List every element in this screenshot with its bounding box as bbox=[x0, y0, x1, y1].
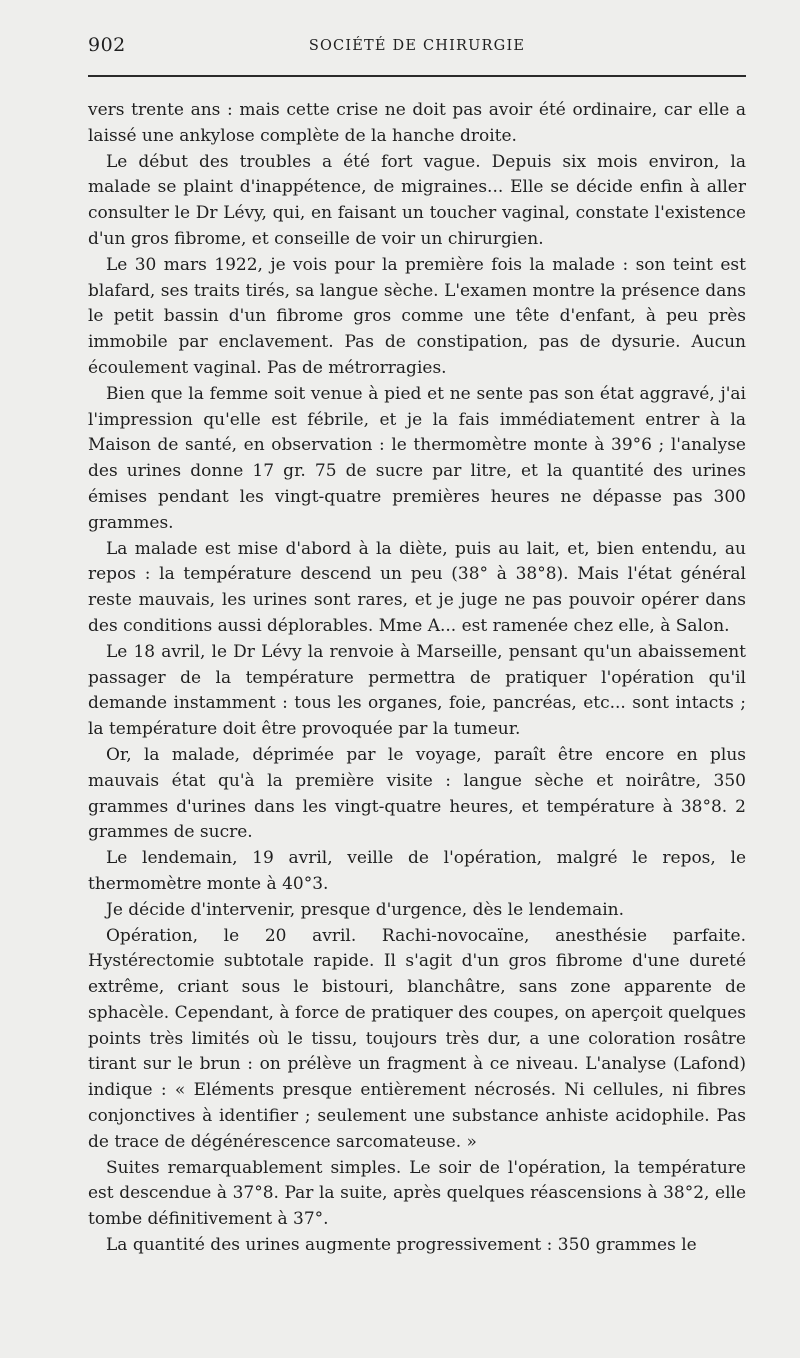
paragraph-11: Suites remarquablement simples. Le soir de l'opération, la température est descendue à 37°8. Par la suite, après quelques réascensions à 38°2, elle tombe définitivement à 37°. bbox=[88, 1157, 746, 1230]
paragraph-6: Le 18 avril, le Dr Lévy la renvoie à Marseille, pensant qu'un abaissement passager de la température permettra de pratiquer l'opération qu'il demande instamment : tous les organes, foie, pancréas, etc... sont intacts ; la température doit être provoquée par la tumeur. bbox=[88, 641, 746, 740]
paragraph-4: Bien que la femme soit venue à pied et ne sente pas son état aggravé, j'ai l'impression qu'elle est fébrile, et je la fais immédiatement entrer à la Maison de santé, en observation : le thermomètre monte à 39°6 ; l'analyse des urines donne 17 gr. 75 de sucre par litre, et la quantité des urines émises pendant les vingt-quatre premières heures ne dépasse pas 300 grammes. bbox=[88, 383, 746, 533]
body-text bbox=[88, 98, 746, 1259]
page-header bbox=[88, 34, 746, 62]
paragraph-8: Le lendemain, 19 avril, veille de l'opération, malgré le repos, le thermomètre monte à 40°3. bbox=[88, 848, 746, 894]
paragraph-2: Le début des troubles a été fort vague. Depuis six mois environ, la malade se plaint d'inappétence, de migraines... Elle se décide enfin à aller consulter le Dr Lévy, qui, en faisant un toucher vaginal, constate l'existence d'un gros fibrome, et conseille de voir un chirurgien. bbox=[88, 151, 746, 249]
paragraph-1: vers trente ans : mais cette crise ne doit pas avoir été ordinaire, car elle a laissé une ankylose complète de la hanche droite. bbox=[88, 100, 746, 146]
paragraph-3: Le 30 mars 1922, je vois pour la première fois la malade : son teint est blafard, ses traits tirés, sa langue sèche. L'examen montre la présence dans le petit bassin d'un fibrome gros comme une tête d'enfant, à peu près immobile par enclavement. Pas de constipation, pas de dysurie. Aucun écoulement vaginal. Pas de métrorragies. bbox=[88, 254, 746, 378]
paragraph-12: La quantité des urines augmente progressivement : 350 grammes le bbox=[106, 1235, 697, 1256]
header-rule bbox=[88, 75, 746, 77]
page-number: 902 bbox=[88, 34, 126, 56]
running-head: SOCIÉTÉ DE CHIRURGIE bbox=[308, 38, 526, 54]
paragraph-5: La malade est mise d'abord à la diète, puis au lait, et, bien entendu, au repos : la température descend un peu (38° à 38°8). Mais l'état général reste mauvais, les urines sont rares, et je juge ne pas pouvoir opérer dans des conditions aussi déplorables. Mme A... est ramenée chez elle, à Salon. bbox=[88, 538, 746, 636]
paragraph-10: Opération, le 20 avril. Rachi-novocaïne, anesthésie parfaite. Hystérectomie subtotale rapide. Il s'agit d'un gros fibrome d'une dureté extrême, criant sous le bistouri, blanchâtre, sans zone apparente de sphacèle. Cependant, à force de pratiquer des coupes, on aperçoit quelques points très limités où le tissu, toujours très dur, a une coloration rosâtre tirant sur le brun : on prélève un fragment à ce niveau. L'analyse (Lafond) indique : « Eléments presque entièrement nécrosés. Ni cellules, ni fibres conjonctives à identifier ; seulement une substance anhiste acidophile. Pas de trace de dégénérescence sarcomateuse. » bbox=[88, 925, 746, 1152]
paragraph-7: Or, la malade, déprimée par le voyage, paraît être encore en plus mauvais état qu'à la première visite : langue sèche et noirâtre, 350 grammes d'urines dans les vingt-quatre heures, et température à 38°8. 2 grammes de sucre. bbox=[88, 744, 746, 843]
paragraph-9: Je décide d'intervenir, presque d'urgence, dès le lendemain. bbox=[106, 899, 625, 920]
